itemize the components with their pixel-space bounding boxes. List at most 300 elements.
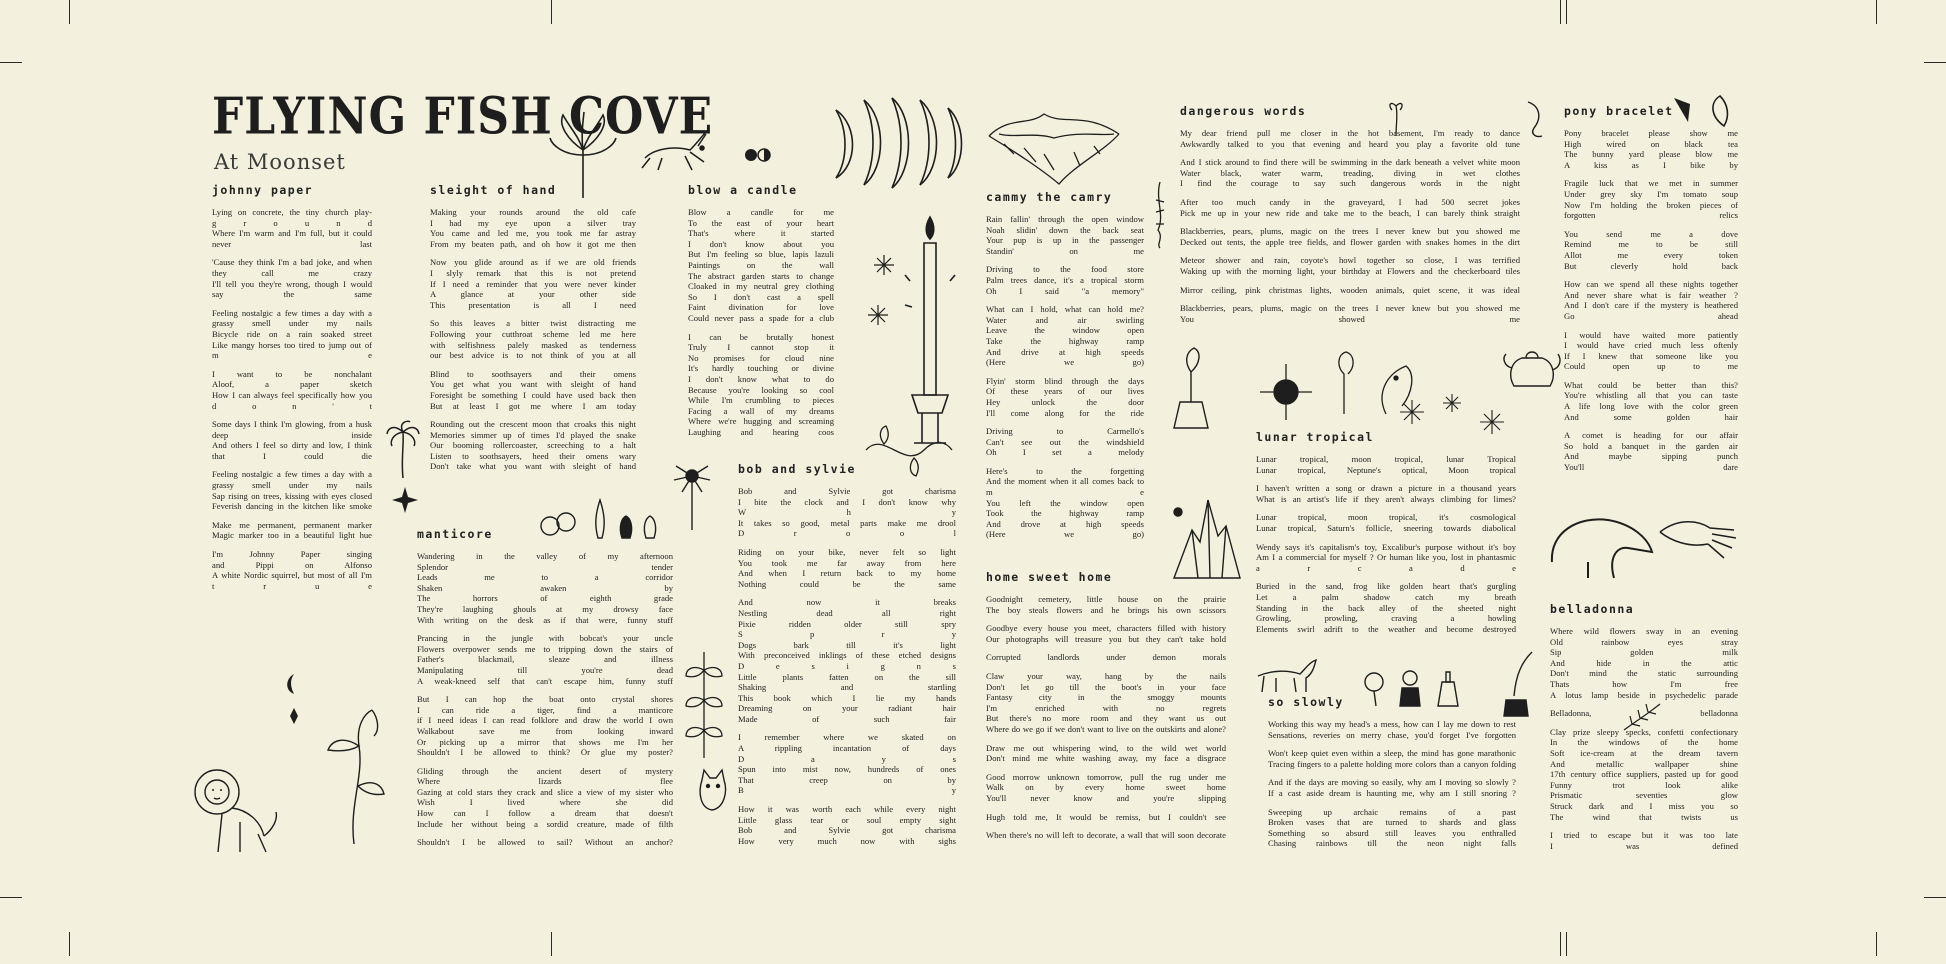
lyric-stanza	[430, 419, 636, 472]
lyric-line: Made of such fair	[738, 713, 956, 724]
lyric-stanza	[1180, 157, 1520, 189]
lyric-stanza	[738, 597, 956, 724]
lyric-line: Foresight be something I could have used back then	[430, 389, 636, 400]
lyric-line: Little plants fatten on the sill	[738, 671, 956, 682]
song-lyrics	[417, 551, 673, 848]
lyric-line: You're whistling all that you can taste	[1564, 390, 1738, 401]
song-lyrics	[1550, 626, 1738, 851]
lyric-line: 'Cause they think I'm a bad joke, and when	[212, 257, 372, 268]
lyric-stanza	[738, 547, 956, 589]
lyric-line: Listen to soothsayers, heed their omens wary	[430, 450, 636, 461]
lyric-stanza	[417, 694, 673, 758]
lyric-line: Blind to soothsayers and their omens	[430, 368, 636, 379]
lyric-line: D e s i g n s	[738, 660, 956, 671]
lyric-line: Like mangy horses too tired to jump out of	[212, 339, 372, 350]
lyric-line: with selfishness palely masked as tenderness	[430, 339, 636, 350]
lyric-line: Soft ice-cream at the dream tavern	[1550, 747, 1738, 758]
lyric-line: Corrupted landlords under demon morals	[986, 652, 1226, 663]
lyric-line: Laughing and hearing coos	[688, 426, 834, 437]
lyric-line: But cleverly hold back	[1564, 260, 1738, 271]
lyric-line: Lying on concrete, the tiny church play-	[212, 207, 372, 217]
lyric-stanza	[986, 594, 1226, 615]
lyric-line: Manipulating till you're dead	[417, 664, 673, 675]
lyric-line: And drive at high speeds	[986, 346, 1144, 357]
lyric-line: Because you're looking so cool	[688, 384, 834, 395]
lyric-line: a r c a d e	[1256, 562, 1516, 573]
album-title: FLYING FISH COVE	[212, 87, 714, 147]
lyric-line: From my beaten path, and oh how it got me then	[430, 238, 636, 249]
crop-mark	[551, 932, 552, 956]
lyric-stanza	[430, 257, 636, 310]
song-lyrics	[1268, 719, 1516, 849]
lyric-line: I'm enriched with no regrets	[986, 702, 1226, 713]
lyric-line: Sip golden milk	[1550, 647, 1738, 658]
lyric-line: You took me far away from here	[738, 557, 956, 568]
lyric-line: I would have waited more patiently	[1564, 329, 1738, 340]
lyric-line: So this leaves a bitter twist distracting me	[430, 318, 636, 329]
lyric-line: Sap rising on trees, kissing with eyes closed	[212, 490, 372, 501]
lyric-line: Blackberries, pears, plums, magic on the trees I never knew but you showed me	[1180, 226, 1520, 237]
lyric-stanza	[430, 207, 636, 249]
lyric-stanza	[212, 207, 372, 249]
lyric-stanza	[430, 318, 636, 360]
lyric-stanza	[986, 830, 1226, 841]
lyric-line: Am I a commercial for myself ? Or human like you, lost in phantasmic	[1256, 552, 1516, 563]
lyric-stanza	[1268, 748, 1516, 769]
crop-mark	[1924, 897, 1946, 898]
lyric-line: Elements swirl adrift to the weather and become destroyed	[1256, 623, 1516, 634]
song-heading: dangerous words	[1180, 104, 1307, 118]
song-sleight-of-hand	[430, 183, 636, 480]
lyric-line: D r o o l	[738, 528, 956, 539]
lyric-line: Memories simmer up of times I'd played the snake	[430, 429, 636, 440]
song-heading: manticore	[417, 527, 493, 541]
lyric-line: Riding on your bike, never felt so light	[738, 546, 956, 557]
lyric-line: Old rainbow eyes stray	[1550, 636, 1738, 647]
lyric-stanza	[430, 369, 636, 411]
lyric-line: Bob and Sylvie got charisma	[738, 825, 956, 836]
lyric-line: Don't take what you want with sleight of hand	[430, 461, 636, 472]
crop-mark	[1566, 932, 1567, 956]
lyric-line: I'm Johnny Paper singing	[212, 549, 372, 560]
lyric-stanza	[1256, 512, 1516, 533]
lyric-stanza	[986, 426, 1144, 458]
song-heading: cammy the camry	[986, 190, 1113, 204]
lyric-line: Your pup is up in the passenger	[986, 235, 1144, 246]
lyric-line: Struck dark and I miss you so	[1550, 800, 1738, 811]
lyric-line: My dear friend pull me closer in the hot basement, I'm ready to dance	[1180, 128, 1520, 138]
lyric-line: Cloaked in my neutral grey clothing	[688, 281, 834, 292]
crop-mark	[0, 897, 22, 898]
lyric-line: Waking up with the morning light, your birthday at Flowers and the checkerboard tiles	[1180, 265, 1520, 276]
lyric-line: Shouldn't I be allowed to sail? Without an anchor?	[417, 837, 673, 848]
song-lyrics	[1180, 128, 1520, 324]
lyric-line: I was defined	[1550, 840, 1738, 851]
lyric-line: Funny trot look alike	[1550, 779, 1738, 790]
lyric-stanza	[1268, 719, 1516, 740]
lyric-line: And when I return back to my home	[738, 568, 956, 579]
lyric-line: A kiss as I bike by	[1564, 159, 1738, 170]
lyric-line: In the windows of the home	[1550, 737, 1738, 748]
lyric-line: Lunar tropical, Saturn's follicle, sneering towards diabolical	[1256, 522, 1516, 533]
crop-mark	[69, 932, 70, 956]
lyric-line: How very much now with sighs	[738, 835, 956, 846]
lit-candle-icon	[900, 215, 960, 445]
lyric-line: But I'm feeling so blue, lapis lazuli	[688, 249, 834, 260]
lyric-line: You'll never know and you're slipping	[986, 792, 1226, 803]
lyric-line: Pick me up in your new ride and take me to the beach, I can barely think straight	[1180, 207, 1520, 218]
lyric-line: And some golden hair	[1564, 411, 1738, 422]
lyric-line: And hide in the attic	[1550, 657, 1738, 668]
lyric-line: You showed me	[1180, 313, 1520, 324]
lyric-stanza	[1180, 285, 1520, 296]
lyric-line: Don't mind the static surrounding	[1550, 668, 1738, 679]
lyric-line: And the moment when it all comes back to	[986, 476, 1144, 487]
lyric-stanza	[1180, 255, 1520, 276]
lyric-line: Driving to the food store	[986, 264, 1144, 275]
lyric-line: And now it breaks	[738, 597, 956, 608]
lyric-line: Something so absurd still leaves you enthralled	[1268, 827, 1516, 838]
lyric-stanza	[1268, 807, 1516, 849]
lyric-line: That creep on by	[738, 774, 956, 785]
lyric-line: Oh I said "a memory"	[986, 285, 1144, 296]
lyric-line: Walkabout save me from looking inward	[417, 725, 673, 736]
floating-island-icon	[984, 96, 1124, 186]
lyric-line: That's where it started	[688, 228, 834, 239]
lyric-line: While I'm crumbling to pieces	[688, 395, 834, 406]
lyric-line: Awkwardly talked to you that evening and heard you play a favorite old tune	[1180, 138, 1520, 149]
lyric-line: A glance at your other side	[430, 289, 636, 300]
lyric-line: forgotten relics	[1564, 210, 1738, 221]
lyric-line: Don't mind me white washing away, my face a disgrace	[986, 753, 1226, 764]
lyric-line: I remember where we skated on	[738, 732, 956, 743]
lyric-line: Lunar tropical, Neptune's optical, Moon tropical	[1256, 464, 1516, 475]
flower-icon	[672, 462, 712, 532]
lyric-stanza	[1180, 197, 1520, 218]
lyric-line: Hey unlock the door	[986, 396, 1144, 407]
lyric-stanza	[1256, 454, 1516, 475]
lyric-line: A weak-kneed self that can't escape him, funny stuff	[417, 675, 673, 686]
lyric-line: Belladonna, belladonna	[1550, 708, 1738, 719]
lyric-stanza	[986, 652, 1226, 663]
song-heading: bob and sylvie	[738, 462, 856, 476]
lyric-line: Where we're hugging and screaming	[688, 416, 834, 427]
lyric-line: Now I'm holding the broken pieces of	[1564, 199, 1738, 210]
lyric-line: Leads me to a corridor	[417, 572, 673, 583]
lyric-line: No promises for cloud nine	[688, 352, 834, 363]
lyric-line: Goodbye every house you meet, characters filled with history	[986, 623, 1226, 634]
lyric-line: Could never pass a spade for a club	[688, 312, 834, 323]
lyric-line: Standin' on me	[986, 245, 1144, 256]
lyric-line: When there's no will left to decorate, a wall that will soon decorate	[986, 830, 1226, 841]
lyric-line: Gazing at cold stars they crack and slice a view of my sister who	[417, 786, 673, 797]
lyric-stanza	[1564, 279, 1738, 321]
lyric-line: S p r y	[738, 629, 956, 640]
comet-icon	[1166, 342, 1216, 432]
lyric-line: Good morrow unknown tomorrow, pull the rug under me	[986, 771, 1226, 782]
lyric-line: Flyin' storm blind through the days	[986, 375, 1144, 386]
lyric-line: B y	[738, 785, 956, 796]
lyric-line: Standing in the back alley of the sheeted night	[1256, 602, 1516, 613]
lotus-plant-icon	[548, 110, 618, 200]
song-manticore	[417, 527, 673, 856]
lyric-line: Oh I set a melody	[986, 447, 1144, 458]
lyric-line: Shaken awaken by	[417, 582, 673, 593]
crop-mark	[1924, 62, 1946, 63]
song-heading: so slowly	[1268, 695, 1344, 709]
lyric-line: So hold a banquet in the garden air	[1564, 440, 1738, 451]
horse-icon	[1254, 656, 1318, 696]
lyric-line: A rippling incantation of days	[738, 743, 956, 754]
lyric-line: D a y s	[738, 753, 956, 764]
lyric-line: If a cast aside dream is haunting me, why am I still snoring ?	[1268, 787, 1516, 798]
lyric-line: Where wild flowers sway in an evening	[1550, 626, 1738, 636]
song-lyrics	[738, 486, 956, 846]
song-lyrics	[430, 207, 636, 472]
lyric-line: Chasing rainbows till the neon night falls	[1268, 838, 1516, 849]
running-rabbit-icon	[640, 128, 715, 173]
lyric-line: What could be better than this?	[1564, 379, 1738, 390]
lyric-line: Nothing could be the same	[738, 578, 956, 589]
lyric-line: You left the window open	[986, 497, 1144, 508]
lyric-stanza	[417, 766, 673, 830]
lyric-line: that I could die	[212, 450, 372, 461]
lyric-stanza	[1564, 430, 1738, 472]
song-lunar-tropical	[1256, 430, 1516, 642]
lyric-line: Little glass tear or soul empty sight	[738, 814, 956, 825]
lyric-line: Noah slidin' down the back seat	[986, 224, 1144, 235]
lyric-line: Go ahead	[1564, 310, 1738, 321]
lyric-line: Fantasy city in the smoggy mounts	[986, 692, 1226, 703]
hand-icon	[1658, 512, 1738, 562]
lyric-line: Some days I think I'm glowing, from a husk	[212, 419, 372, 430]
lyric-line: Buried in the sand, frog like golden heart that's gurgling	[1256, 581, 1516, 592]
lyric-line: I can be brutally honest	[688, 331, 834, 342]
lyric-line: If I need a reminder that you were never kinder	[430, 278, 636, 289]
lyric-line: Our booming rollercoaster, screeching to a halt	[430, 440, 636, 451]
lyric-line: Wandering in the valley of my afternoon	[417, 551, 673, 561]
lyric-line: d o n ' t	[212, 400, 372, 411]
lyric-line: Faint divination for love	[688, 302, 834, 313]
crop-mark	[0, 62, 22, 63]
lyric-line: deep inside	[212, 429, 372, 440]
lyric-line: A life long love with the color green	[1564, 401, 1738, 412]
lyric-line: Feverish dancing in the kitchen like smoke	[212, 501, 372, 512]
lyric-stanza	[1564, 178, 1738, 220]
song-heading: home sweet home	[986, 570, 1113, 584]
lyric-line: Allot me every token	[1564, 249, 1738, 260]
lyric-line: Here's to the forgetting	[986, 465, 1144, 476]
flower-icon	[1386, 98, 1406, 138]
lyric-line: Now you glide around as if we are old friends	[430, 257, 636, 268]
lyric-line: Of these years of our lives	[986, 386, 1144, 397]
ink-quill-icon	[1502, 650, 1536, 720]
lyric-line: Water and air swirling	[986, 314, 1144, 325]
lyric-line: Where do we go if we don't want to live on the outskirts and alone?	[986, 723, 1226, 734]
lyric-line: I tried to escape but it was too late	[1550, 830, 1738, 841]
vine-icon	[324, 706, 386, 846]
lyric-line: I can ride a tiger, find a manticore	[417, 704, 673, 715]
lyric-line: g r o u n d	[212, 217, 372, 228]
lyric-line: Leave the window open	[986, 325, 1144, 336]
lyric-line: m e	[212, 350, 372, 361]
lyric-stanza	[1550, 727, 1738, 822]
song-lyrics	[986, 594, 1226, 841]
song-lyrics	[1564, 128, 1738, 473]
lyric-stanza	[738, 732, 956, 796]
lyric-stanza	[986, 466, 1144, 540]
lyric-line: Flowers overpower sends me to tripping down the stairs of	[417, 643, 673, 654]
lyric-line: Driving to Carmello's	[986, 426, 1144, 437]
lyric-line: Draw me out whispering wind, to the wild wet world	[986, 742, 1226, 753]
song-johnny-paper	[212, 183, 372, 599]
lyric-line: Blow a candle for me	[688, 207, 834, 217]
lyric-stanza	[417, 633, 673, 686]
song-home-sweet-home	[986, 570, 1226, 849]
song-dangerous-words	[1180, 104, 1520, 332]
lyric-stanza	[212, 308, 372, 361]
song-cammy-the-camry	[986, 190, 1144, 548]
lyric-stanza	[1256, 542, 1516, 574]
lyric-line: never last	[212, 238, 372, 249]
lyric-stanza	[1180, 128, 1520, 149]
lyric-stanza	[738, 486, 956, 539]
crop-mark	[1876, 0, 1877, 24]
lyric-line: What can I hold, what can hold me?	[986, 304, 1144, 315]
lyric-line: Splendor tender	[417, 561, 673, 572]
sparkle-icon	[1400, 390, 1520, 450]
crop-mark	[1876, 932, 1877, 956]
lion-icon	[182, 760, 282, 860]
crop-mark	[1566, 0, 1567, 24]
lyric-line: A comet is heading for our affair	[1564, 430, 1738, 441]
lyric-line: Gliding through the ancient desert of mystery	[417, 765, 673, 776]
lyric-line: Or picking up a mirror that shows me I'm her	[417, 736, 673, 747]
lyric-line: The bunny yard please blow me	[1564, 149, 1738, 160]
lyric-line: And others I feel so dirty and low, I think	[212, 440, 372, 451]
lyric-line: Goodnight cemetery, little house on the prairie	[986, 594, 1226, 604]
lyric-stanza	[1268, 777, 1516, 798]
lyric-stanza	[1550, 830, 1738, 851]
lyric-line: This presentation is all I need	[430, 299, 636, 310]
lyric-line: High wired on black tea	[1564, 138, 1738, 149]
lyric-line: Took the highway ramp	[986, 508, 1144, 519]
moon-phases-icon	[742, 146, 772, 164]
lyric-line: Thats how I'm free	[1550, 678, 1738, 689]
lyric-line: Pony bracelet please show me	[1564, 128, 1738, 138]
lyric-line: Pixie ridden older still spry	[738, 618, 956, 629]
lyric-stanza	[738, 804, 956, 846]
lyric-line: Could open up to me	[1564, 361, 1738, 372]
song-lyrics	[688, 207, 834, 437]
lyric-stanza	[1256, 483, 1516, 504]
crop-mark	[69, 0, 70, 24]
lyric-line: Claw your way, hang by the nails	[986, 670, 1226, 681]
lyric-line: And maybe sipping punch	[1564, 451, 1738, 462]
lyric-stanza	[212, 369, 372, 411]
lyric-stanza	[1180, 226, 1520, 247]
song-heading: sleight of hand	[430, 183, 557, 197]
lyric-line: Rounding out the crescent moon that croaks this night	[430, 419, 636, 430]
crop-mark	[551, 0, 552, 24]
lyric-line: And never share what is fair weather ?	[1564, 289, 1738, 300]
lyric-line: Facing a wall of my dreams	[688, 405, 834, 416]
song-heading: blow a candle	[688, 183, 798, 197]
lyric-line: Feeling nostalgic a few times a day with a	[212, 469, 372, 480]
lyric-line: Working this way my head's a mess, how can I lay me down to rest	[1268, 719, 1516, 729]
lyric-stanza	[1564, 128, 1738, 170]
lyric-line: Decked out tents, the apple tree fields, and flower garden with snakes homes in the dirt	[1180, 236, 1520, 247]
lyric-line: This book which I lie my hands	[738, 692, 956, 703]
crop-mark	[1560, 0, 1561, 24]
lyric-line: It's hardly touching or divine	[688, 363, 834, 374]
lyric-line: With writing on the desk as if that were, funny stuff	[417, 614, 673, 625]
lyric-stanza	[1256, 581, 1516, 634]
lyric-line: Mirror ceiling, pink christmas lights, wooden animals, quiet scene, it was ideal	[1180, 284, 1520, 295]
lyric-line: After too much candy in the graveyard, I had 500 secret jokes	[1180, 196, 1520, 207]
lyric-stanza	[212, 520, 372, 541]
lyric-stanza	[1564, 229, 1738, 271]
lyric-line: t r u e	[212, 580, 372, 591]
lyric-line: Shouldn't I be allowed to think? Or glue my poster?	[417, 747, 673, 758]
lyric-stanza	[417, 551, 673, 625]
lyric-line: Rain fallin' through the open window	[986, 214, 1144, 224]
lyric-line: I had my eye upon a silver tray	[430, 217, 636, 228]
lyric-stanza	[688, 332, 834, 438]
lyric-line: So I don't cast a spell	[688, 291, 834, 302]
lyric-stanza	[986, 376, 1144, 418]
lyric-line: You send me a dove	[1564, 228, 1738, 239]
fern-icon	[390, 485, 420, 515]
lyric-line: Where lizards flee	[417, 776, 673, 787]
song-heading: lunar tropical	[1256, 430, 1374, 444]
lyric-line: How it was worth each while every night	[738, 804, 956, 815]
lyric-stanza	[212, 469, 372, 511]
lyric-line: Let a palm shadow catch my breath	[1256, 591, 1516, 602]
lyric-line: Feeling nostalgic a few times a day with a	[212, 307, 372, 318]
teapot-icon	[1502, 340, 1562, 390]
lyric-line: Prismatic seventies glow	[1550, 790, 1738, 801]
lyric-line: Making your rounds around the old cafe	[430, 207, 636, 217]
lyric-stanza	[986, 743, 1226, 764]
song-heading: belladonna	[1550, 602, 1635, 616]
lyric-line: Water black, water warm, treading, diving in wet clothes	[1180, 167, 1520, 178]
lyric-line: m e	[986, 487, 1144, 498]
lyric-line: (Here we go)	[986, 529, 1144, 540]
vine-icon	[682, 650, 726, 760]
lyric-stanza	[1564, 380, 1738, 422]
lyric-stanza	[986, 772, 1226, 804]
lyric-line: They're laughing ghouls at my drowsy face	[417, 603, 673, 614]
lyric-stanza	[212, 549, 372, 591]
lyric-line: Sensations, reveries on merry chase, you'd forget I've forgotten	[1268, 729, 1516, 740]
lyric-line: if I need ideas I can read folklore and draw the world I own	[417, 715, 673, 726]
lyric-line: Growling, prowling, craving a howling	[1256, 613, 1516, 624]
lyric-line: Hugh told me, It would be remiss, but I couldn't see	[986, 811, 1226, 822]
lyric-line: Lunar tropical, moon tropical, lunar Tropical	[1256, 454, 1516, 464]
lyric-stanza	[1550, 626, 1738, 700]
lyric-line: To the east of your heart	[688, 217, 834, 228]
lyric-line: I bite the clock and I don't know why	[738, 496, 956, 507]
lyric-line: And metallic wallpaper shine	[1550, 758, 1738, 769]
lyric-line: It takes so good, metal parts make me drool	[738, 517, 956, 528]
snake-shape-icon	[1522, 100, 1552, 140]
lyric-stanza	[212, 257, 372, 299]
snake-shape-icon	[1548, 512, 1658, 582]
lyric-stanza	[1564, 330, 1738, 372]
lyric-line: grassy smell under my nails	[212, 480, 372, 491]
lyric-line: grassy smell under my nails	[212, 318, 372, 329]
